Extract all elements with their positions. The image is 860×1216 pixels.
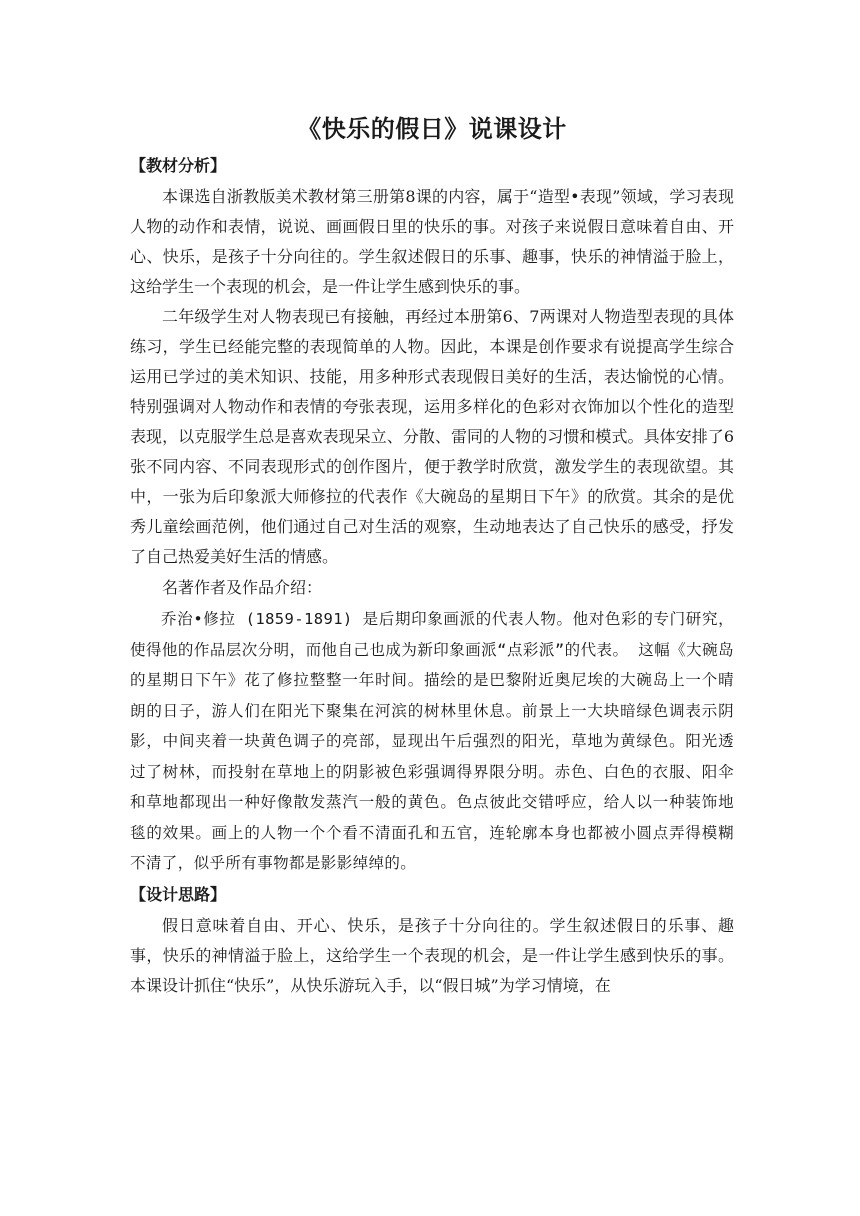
paragraph-analysis-2: 二年级学生对人物表现已有接触，再经过本册第6、7两课对人物造型表现的具体练习，学生已经能完整的表现简单的人物。因此，本课是创作要求有说提高学生综合运用已学过的美术知识、技能，用多种形式表现假日美好的生活，表达愉悦的心情。特别强调对人物动作和表情的夸张表现，运用多样化的色彩对衣饰加以个性化的造型表现，以克服学生总是喜欢表现呆立、分散、雷同的人物的习惯和模式。具体安排了6张不同内容、不同表现形式的创作图片，便于教学时欣赏，激发学生的表现欲望。其中，一张为后印象派大师修拉的代表作《大碗岛的星期日下午》的欣赏。其余的是优秀儿童绘画范例，他们通过自己对生活的观察，生动地表达了自己快乐的感受，抒发了自己热爱美好生活的情感。 (130, 307, 734, 566)
document-title: 《快乐的假日》说课设计 (297, 115, 567, 143)
paragraph-analysis-1: 本课选自浙教版美术教材第三册第8课的内容，属于“造型•表现”领域，学习表现人物的动作和表情，说说、画画假日里的快乐的事。对孩子来说假日意味着自由、开心、快乐，是孩子十分向往的。学生叙述假日的乐事、趣事，快乐的神情溢于脸上，这给学生一个表现的机会，是一件让学生感到快乐的事。 (130, 187, 734, 296)
section-heading-analysis: 【教材分析】 (130, 156, 227, 175)
artwork-intro-label: 名著作者及作品介绍： (162, 578, 323, 597)
paragraph-design-1: 假日意味着自由、开心、快乐，是孩子十分向往的。学生叙述假日的乐事、趣事，快乐的神情溢于脸上，这给学生一个表现的机会，是一件让学生感到快乐的事。本课设计抓住“快乐”，从快乐游玩入手，以“假日城”为学习情境，在 (130, 915, 734, 995)
document-page (130, 108, 734, 1001)
section-heading-design: 【设计思路】 (130, 884, 227, 904)
paragraph-artist-intro: 乔治•修拉 (1859-1891) 是后期印象画派的代表人物。他对色彩的专门研究，使得他的作品层次分明，而他自己也成为新印象画派“点彩派”的代表。 这幅《大碗岛的星期日下午》花了修拉整整一年时间。描绘的是巴黎附近奥尼埃的大碗岛上一个晴朗的日子，游人们在阳光下聚集在河滨的树林里休息。前景上一大块暗绿色调表示阴影，中间夹着一块黄色调子的亮部，显现出午后强烈的阳光，草地为黄绿色。阳光透过了树林，而投射在草地上的阴影被色彩强调得界限分明。赤色、白色的衣服、阳伞和草地都现出一种好像散发蒸汽一般的黄色。色点彼此交错呼应，给人以一种装饰地毯的效果。画上的人物一个个看不清面孔和五官，连轮廓本身也都被小圆点弄得模糊不清了，似乎所有事物都是影影绰绰的。 (130, 610, 734, 872)
